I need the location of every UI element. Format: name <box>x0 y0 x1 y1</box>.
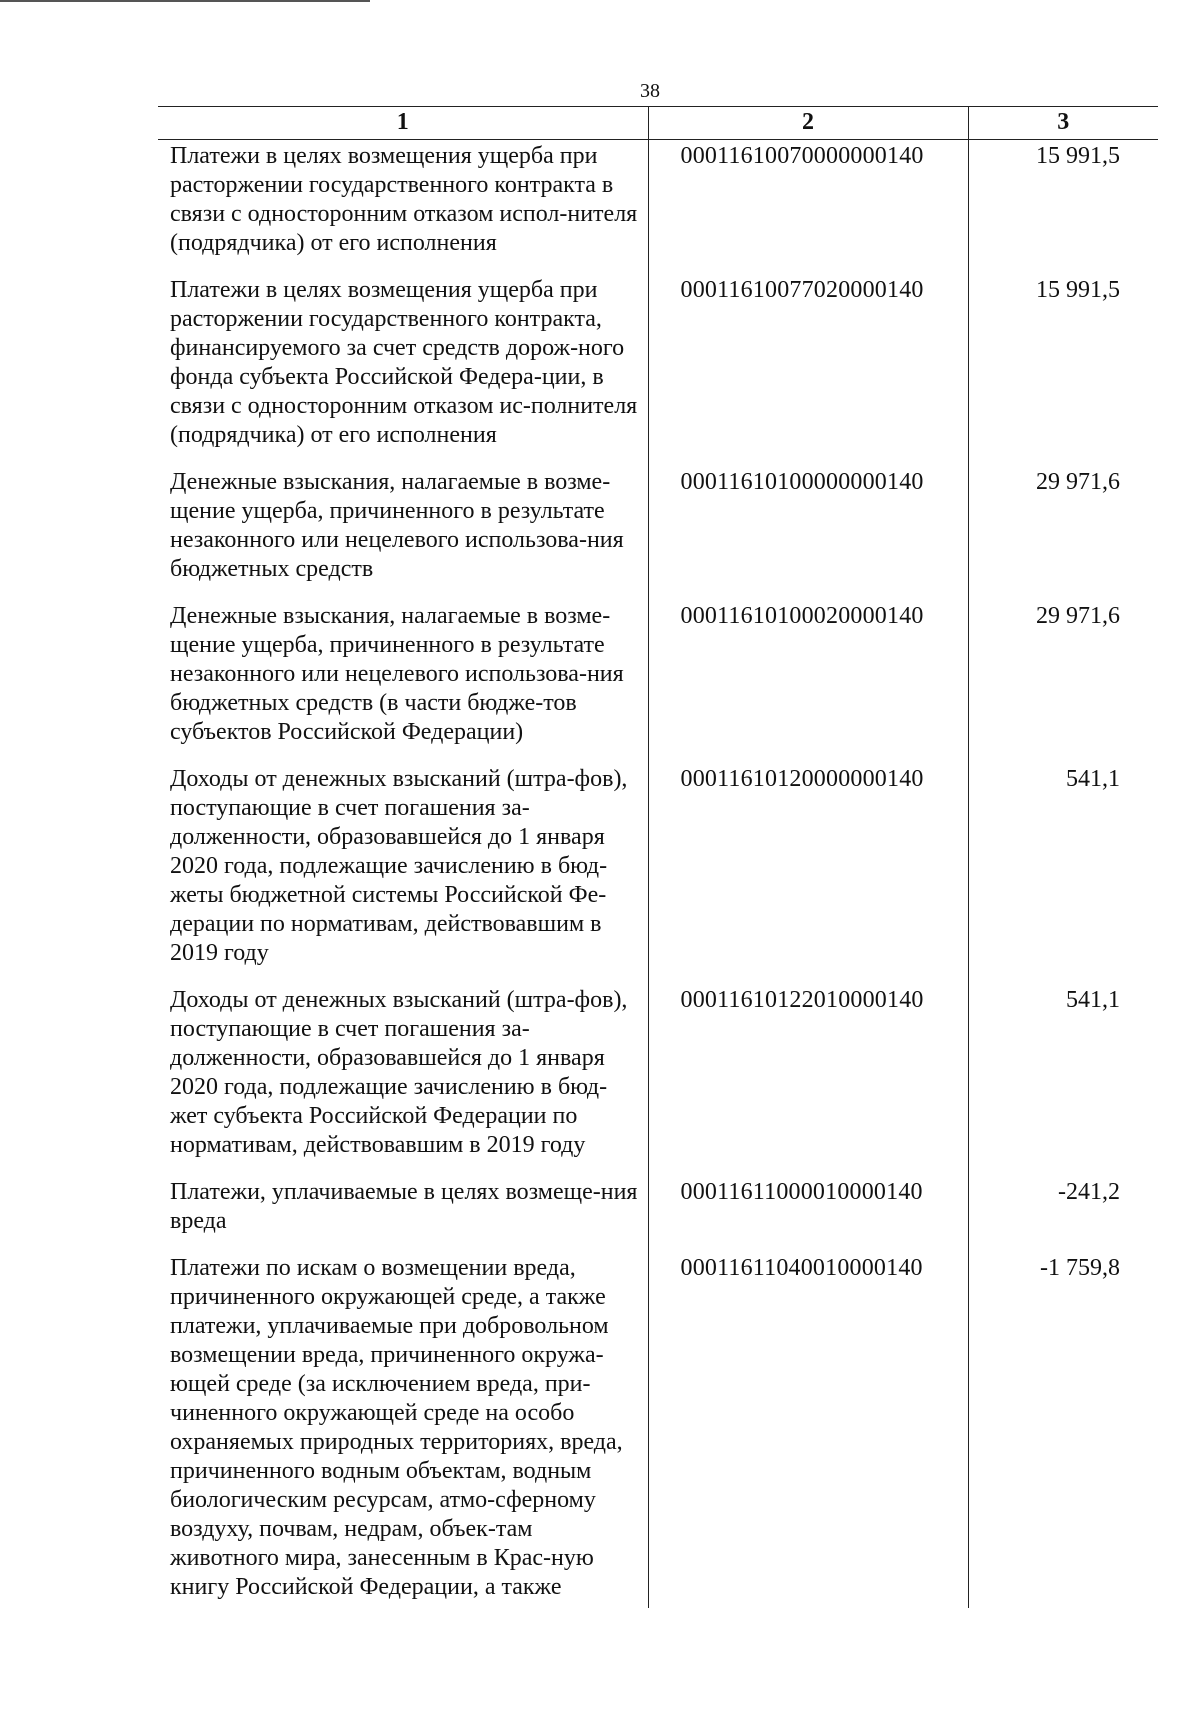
row-code: 00011610070000000140 <box>648 140 968 275</box>
table-row <box>158 466 1158 600</box>
page-number: 38 <box>640 80 660 102</box>
table-row <box>158 1252 1158 1608</box>
row-amount: -1 759,8 <box>1040 1255 1120 1281</box>
table-row <box>158 1176 1158 1252</box>
table-row <box>158 274 1158 466</box>
table-row <box>158 763 1158 984</box>
row-code: 00011611040010000140 <box>648 1252 968 1608</box>
table-header-row <box>158 107 1158 140</box>
revenue-table <box>158 106 1158 1608</box>
row-code: 00011610120000000140 <box>648 763 968 984</box>
table-row <box>158 140 1158 275</box>
table-row <box>158 984 1158 1176</box>
row-name: Платежи, уплачиваемые в целях возмеще-ния вреда <box>158 1176 648 1252</box>
row-amount: 29 971,6 <box>1036 469 1120 495</box>
scan-edge-line <box>0 0 370 2</box>
row-code: 00011610100000000140 <box>648 466 968 600</box>
row-name: Платежи в целях возмещения ущерба при расторжении государственного контракта, финансируемого за счет средств дорож-ного фонда субъекта Российской Федера-ции, в связи с односторонним отказом ис-полнителя (подрядчика) от его исполнения <box>158 274 648 466</box>
column-header-3: 3 <box>968 107 1158 140</box>
row-code: 00011610077020000140 <box>648 274 968 466</box>
row-name: Платежи по искам о возмещении вреда, причиненного окружающей среде, а также платежи, уплачиваемые при добровольном возмещении вреда, причиненного окружа-ющей среде (за исключением вреда, при-чиненного окружающей среде на особо охраняемых природных территориях, вреда, причиненного водным объектам, водным биологическим ресурсам, атмо-сферному воздуху, почвам, недрам, объек-там животного мира, занесенным в Крас-ную книгу Российской Федерации, а также <box>158 1252 648 1608</box>
row-amount: 541,1 <box>1066 987 1120 1013</box>
row-amount: -241,2 <box>1058 1179 1120 1205</box>
row-code: 00011610122010000140 <box>648 984 968 1176</box>
table-row <box>158 600 1158 763</box>
row-name: Доходы от денежных взысканий (штра-фов), поступающие в счет погашения за-долженности, образовавшейся до 1 января 2020 года, подлежащие зачислению в бюд-жет субъекта Российской Федерации по нормативам, действовавшим в 2019 году <box>158 984 648 1176</box>
row-code: 00011610100020000140 <box>648 600 968 763</box>
row-code: 00011611000010000140 <box>648 1176 968 1252</box>
row-name: Платежи в целях возмещения ущерба при расторжении государственного контракта в связи с односторонним отказом испол-нителя (подрядчика) от его исполнения <box>158 140 648 275</box>
column-header-1: 1 <box>158 107 648 140</box>
row-name: Денежные взыскания, налагаемые в возме-щение ущерба, причиненного в результате незаконного или нецелевого использова-ния бюджетных средств <box>158 466 648 600</box>
row-amount: 29 971,6 <box>1036 603 1120 629</box>
row-amount: 15 991,5 <box>1036 143 1120 169</box>
column-header-2: 2 <box>648 107 968 140</box>
row-name: Денежные взыскания, налагаемые в возме-щение ущерба, причиненного в результате незаконного или нецелевого использова-ния бюджетных средств (в части бюдже-тов субъектов Российской Федерации) <box>158 600 648 763</box>
row-amount: 15 991,5 <box>1036 277 1120 303</box>
row-amount: 541,1 <box>1066 766 1120 792</box>
row-name: Доходы от денежных взысканий (штра-фов), поступающие в счет погашения за-долженности, образовавшейся до 1 января 2020 года, подлежащие зачислению в бюд-жеты бюджетной системы Российской Фе-дерации по нормативам, действовавшим в 2019 году <box>158 763 648 984</box>
